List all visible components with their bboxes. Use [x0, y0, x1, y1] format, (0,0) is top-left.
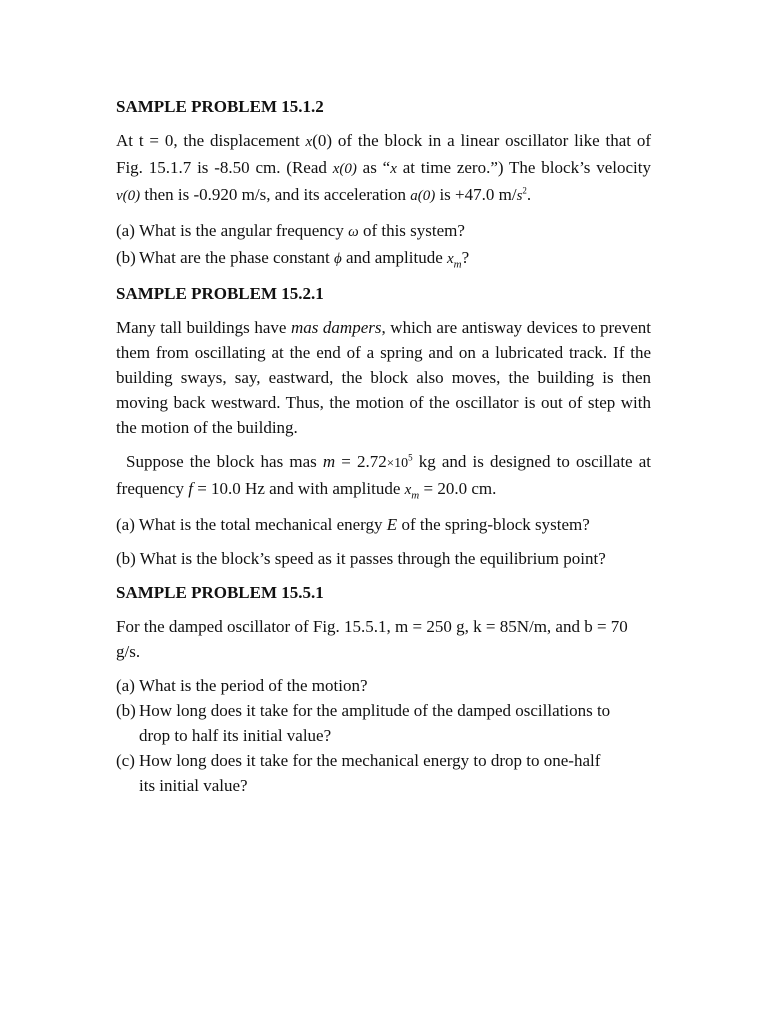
frequency-symbol: f — [188, 479, 193, 498]
xm-symbol: x — [404, 482, 412, 498]
sp3-question-b-continued: drop to half its initial value? — [139, 726, 332, 745]
sp1-squared: 2 — [522, 185, 527, 196]
sample-problem-15-2-1-givens — [116, 449, 651, 503]
sp1-v0-symbol: v(0) — [116, 188, 141, 204]
sp1-a0-symbol: a(0) — [410, 188, 436, 204]
sp3-question-c-continued: its initial value? — [139, 776, 248, 795]
sp1-text-6: is +47.0 m/ — [435, 185, 517, 204]
document-page — [116, 94, 651, 807]
sp2-question-a — [116, 512, 651, 537]
sp1-qa-text-1: What is the angular frequency — [139, 221, 349, 240]
xm-subscript: m — [453, 258, 462, 271]
sp1-qb-text-1: What are the phase constant — [139, 248, 334, 267]
question-label: (a) — [116, 676, 135, 695]
ten-base: 10 — [394, 456, 409, 471]
sp1-question-b — [116, 245, 651, 272]
question-text: How long does it take for the mechanical energy to drop to one-half — [139, 751, 601, 770]
xm-symbol: x — [447, 251, 454, 267]
sp1-text-7: . — [526, 185, 532, 204]
question-label: (a) — [116, 221, 135, 240]
question-text: How long does it take for the amplitude of the damped oscillations to — [139, 701, 611, 720]
sp2-qa-text-2: of the spring-block system? — [397, 515, 590, 534]
sp1-text-5: then is -0.920 m/s, and its acceleration — [140, 185, 411, 204]
sp1-qb-text-2: and amplitude — [341, 248, 447, 267]
sample-problem-15-1-2-statement — [116, 128, 651, 209]
sp2-givens-text-2: = 2.72 — [335, 452, 387, 471]
sample-problem-15-2-1-title: SAMPLE PROBLEM 15.2.1 — [116, 284, 324, 303]
sp2-givens-text-4: = 10.0 Hz and with amplitude — [192, 479, 405, 498]
question-label: (b) — [116, 701, 136, 720]
phi-symbol: ϕ — [333, 251, 342, 267]
sp1-x0-read: x(0) — [332, 161, 357, 177]
sample-problem-15-2-1-intro — [116, 315, 651, 440]
energy-symbol: E — [386, 515, 398, 534]
question-text — [139, 245, 651, 272]
times-symbol: × — [386, 455, 395, 470]
sp1-text-2: (0) of the block in a linear oscillator like that of Fig. 15.1.7 is -8.50 cm. (Read — [116, 131, 651, 177]
sp1-x0-symbol: x — [305, 134, 313, 150]
sample-problem-15-1-2-title: SAMPLE PROBLEM 15.1.2 — [116, 97, 324, 116]
sp2-question-b: (b) What is the block’s speed as it passes through the equilibrium point? — [116, 549, 606, 568]
question-label: (c) — [116, 751, 135, 770]
sp1-text-3: as “ — [356, 158, 391, 177]
sp1-x-variable: x — [390, 161, 397, 177]
sp2-intro-text-1: Many tall buildings have — [116, 318, 291, 337]
question-label: (b) — [116, 248, 136, 267]
sp1-text-1: At t = 0, the displacement — [116, 131, 306, 150]
sp2-givens-text-5: = 20.0 cm. — [419, 479, 497, 498]
mass-symbol: m — [322, 452, 336, 471]
sp3-question-c — [116, 748, 651, 773]
question-text: What is the period of the motion? — [139, 676, 368, 695]
sp1-s-unit: s — [516, 188, 523, 204]
sp3-question-a — [116, 673, 651, 698]
sp1-qa-text-2: of this system? — [358, 221, 465, 240]
sp3-question-list — [116, 673, 651, 798]
exponent: 5 — [408, 452, 413, 463]
mas-dampers-term: mas dampers — [290, 318, 382, 337]
sample-problem-15-5-1-statement: For the damped oscillator of Fig. 15.5.1, m = 250 g, k = 85N/m, and b = 70 g/s. — [116, 617, 628, 661]
omega-symbol: ω — [348, 224, 359, 240]
sp2-qa-text-1: (a) What is the total mechanical energy — [116, 515, 387, 534]
sp2-givens-text-3: kg and is designed to oscillate at frequency — [116, 452, 651, 498]
sample-problem-15-5-1-title: SAMPLE PROBLEM 15.5.1 — [116, 583, 324, 602]
xm-subscript: m — [411, 489, 420, 502]
sp1-qb-text-3: ? — [461, 248, 470, 267]
sp1-text-4: at time zero.”) The block’s velocity — [396, 158, 651, 177]
sp3-question-b — [116, 698, 651, 723]
sp1-question-list — [116, 218, 651, 272]
sp1-question-a — [116, 218, 651, 245]
sp2-intro-text-2: , which are antisway devices to prevent them from oscillating at the end of a spring and on a lubricated track. If the building sways, say, eastward, the block also moves, the building is then moving back westward. Thus, the motion of the oscillator is out of step with the motion of the building. — [116, 318, 651, 437]
question-text — [139, 218, 651, 245]
sp2-givens-text-1: Suppose the block has mas — [126, 452, 323, 471]
